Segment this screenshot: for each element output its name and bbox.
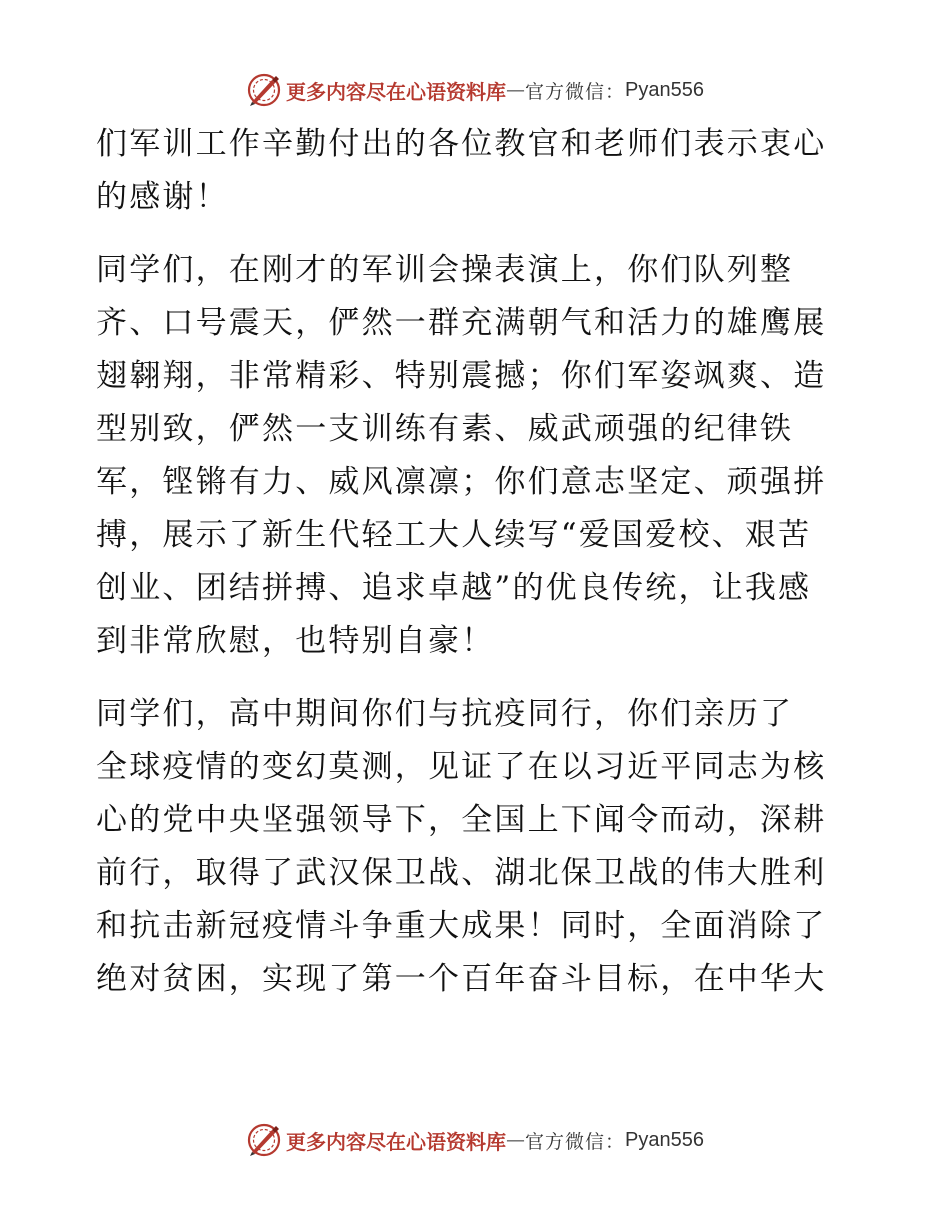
text-line: 和抗击新冠疫情斗争重大成果！同时，全面消除了 [96,908,827,944]
text-line: 型别致，俨然一支训练有素、威武顽强的纪律铁 [96,411,794,447]
header-wechat-id: Pyan556 [625,78,704,101]
text-line: 心的党中央坚强领导下，全国上下闻令而动，深耕 [96,802,827,838]
text-line: 军，铿锵有力、威风凛凛；你们意志坚定、顽强拼 [96,464,827,500]
text-line: 们军训工作辛勤付出的各位教官和老师们表示衷心 [96,126,827,162]
text-line: 同学们，高中期间你们与抗疫同行，你们亲历了 [96,696,794,732]
text-line: 齐、口号震天，俨然一群充满朝气和活力的雄鹰展 [96,305,827,341]
pen-logo-icon [246,72,282,108]
footer-banner [0,1120,950,1160]
text-line: 的感谢！ [96,179,229,215]
header-banner-content [246,70,704,110]
text-line: 到非常欣慰，也特别自豪！ [96,623,495,659]
footer-banner-content [246,1120,704,1160]
footer-wechat-id: Pyan556 [625,1128,704,1151]
header-wechat-label: 官方微信： [525,80,626,103]
text-line: 同学们，在刚才的军训会操表演上，你们队列整 [96,252,794,288]
footer-wechat-label: 官方微信： [525,1130,626,1153]
document-body [96,118,856,1006]
footer-separator: — [506,1129,525,1151]
header-banner [0,70,950,110]
header-promo-text: 更多内容尽在心语资料库 [286,79,506,104]
text-line: 搏，展示了新生代轻工大人续写“爱国爱校、艰苦 [96,517,812,553]
text-line: 创业、团结拼搏、追求卓越”的优良传统，让我感 [96,570,812,606]
text-line: 全球疫情的变幻莫测，见证了在以习近平同志为核 [96,749,827,785]
paragraph-3 [96,688,856,1006]
header-separator: — [506,79,525,101]
footer-promo-text: 更多内容尽在心语资料库 [286,1129,506,1154]
pen-logo-icon [246,1122,282,1158]
text-line: 前行，取得了武汉保卫战、湖北保卫战的伟大胜利 [96,855,827,891]
paragraph-1 [96,118,856,224]
text-line: 翅翱翔，非常精彩、特别震撼；你们军姿飒爽、造 [96,358,827,394]
text-line: 绝对贫困，实现了第一个百年奋斗目标，在中华大 [96,961,827,997]
paragraph-2 [96,244,856,668]
